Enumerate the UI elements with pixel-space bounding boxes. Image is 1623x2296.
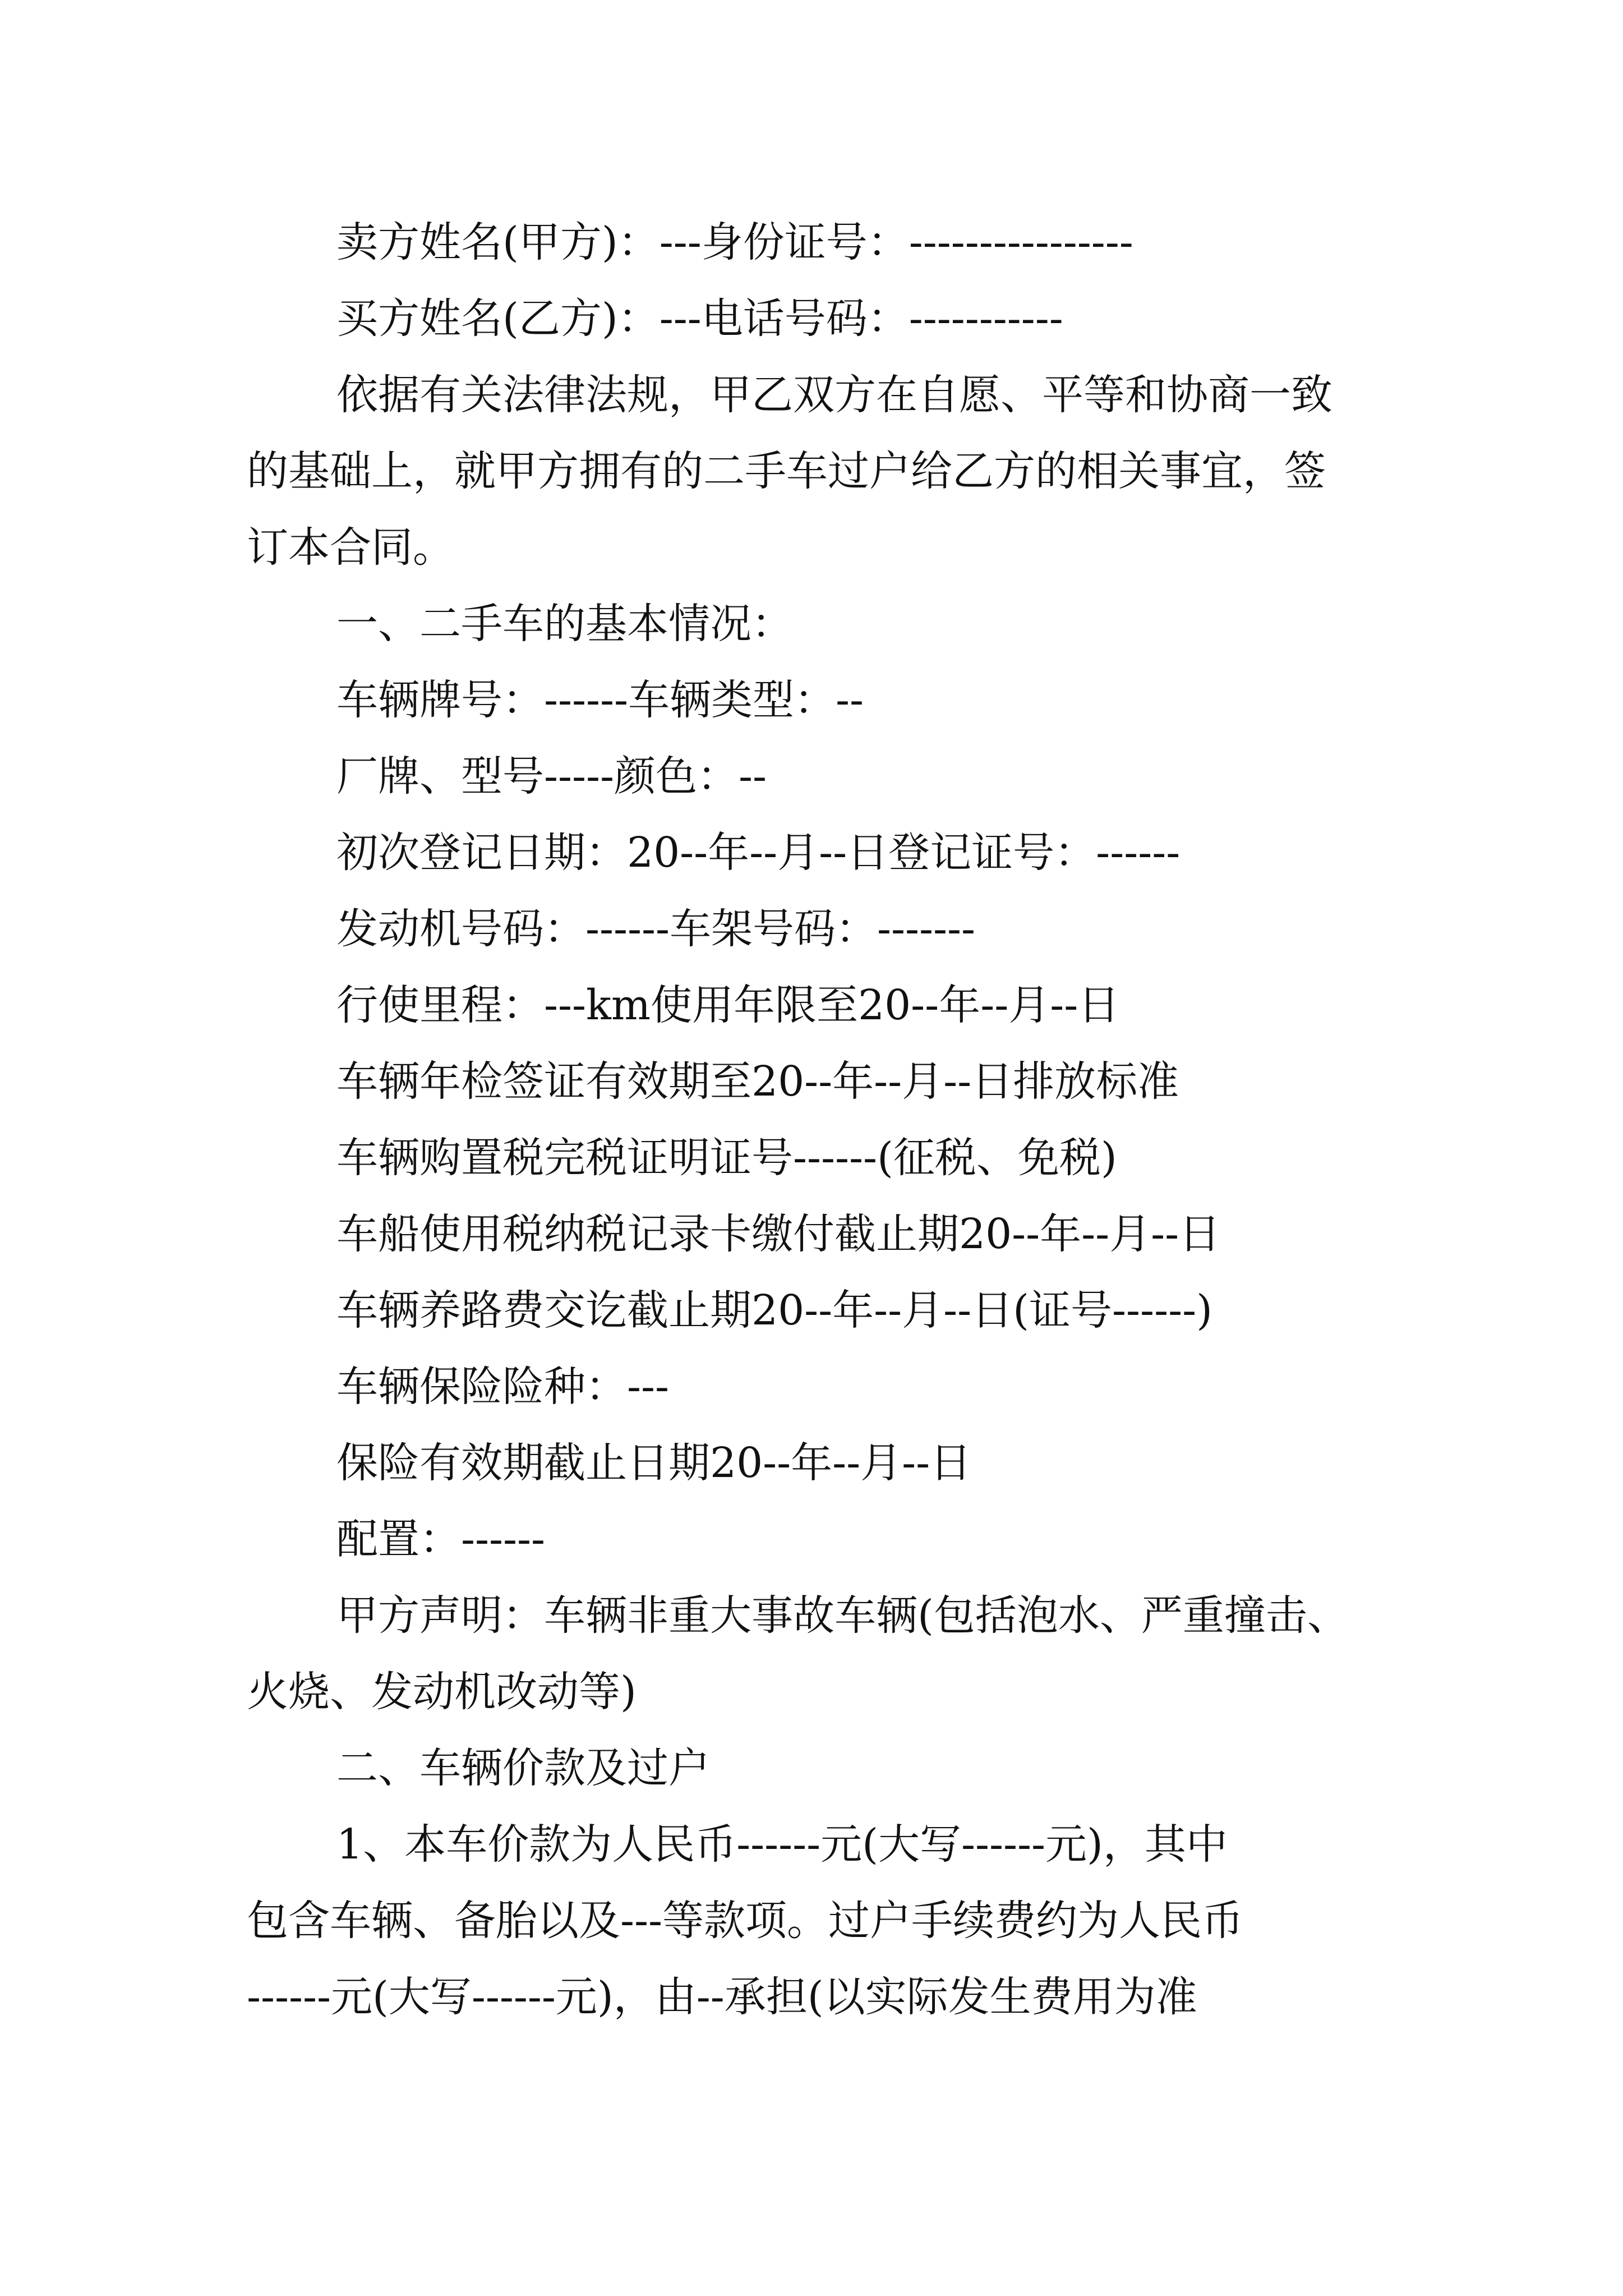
declaration-line-2: 火烧、发动机改动等) [247,1668,637,1716]
road-fee-line: 车辆养路费交讫截止期20--年--月--日(证号------) [336,1286,1212,1335]
price-line-3: ------元(大写------元)，由--承担(以实际发生费用为准 [247,1973,1197,2021]
section-1-heading: 一、二手车的基本情况： [336,600,793,648]
insurance-type-line: 车辆保险险种：--- [336,1363,670,1411]
registration-line: 初次登记日期：20--年--月--日登记证号：------ [336,829,1181,877]
price-line-2: 包含车辆、备胎以及---等款项。过户手续费约为人民币 [247,1897,1244,1945]
plate-type-line: 车辆牌号：------车辆类型：-- [336,676,864,724]
brand-color-line: 厂牌、型号-----颜色：-- [336,752,767,800]
price-line-1: 1、本车价款为人民币------元(大写------元)，其中 [336,1820,1228,1869]
buyer-info-line: 买方姓名(乙方)：---电话号码：----------- [336,295,1063,343]
configuration-line: 配置：------ [336,1515,546,1563]
engine-frame-line: 发动机号码：------车架号码：------- [336,905,976,953]
preamble-line-3: 订本合同。 [247,523,454,572]
declaration-line-1: 甲方声明：车辆非重大事故车辆(包括泡水、严重撞击、 [336,1591,1349,1640]
purchase-tax-line: 车辆购置税完税证明证号------(征税、免税) [336,1134,1117,1182]
inspection-line: 车辆年检签证有效期至20--年--月--日排放标准 [336,1057,1179,1106]
section-2-heading: 二、车辆价款及过户 [336,1744,710,1792]
preamble-line-1: 依据有关法律法规，甲乙双方在自愿、平等和协商一致 [336,371,1332,419]
vehicle-tax-line: 车船使用税纳税记录卡缴付截止期20--年--月--日 [336,1210,1221,1258]
mileage-line: 行使里程：---km使用年限至20--年--月--日 [336,981,1120,1029]
seller-info-line: 卖方姓名(甲方)：---身份证号：---------------- [336,218,1133,266]
preamble-line-2: 的基础上，就甲方拥有的二手车过户给乙方的相关事宜，签 [247,447,1326,495]
insurance-expiry-line: 保险有效期截止日期20--年--月--日 [336,1439,972,1487]
